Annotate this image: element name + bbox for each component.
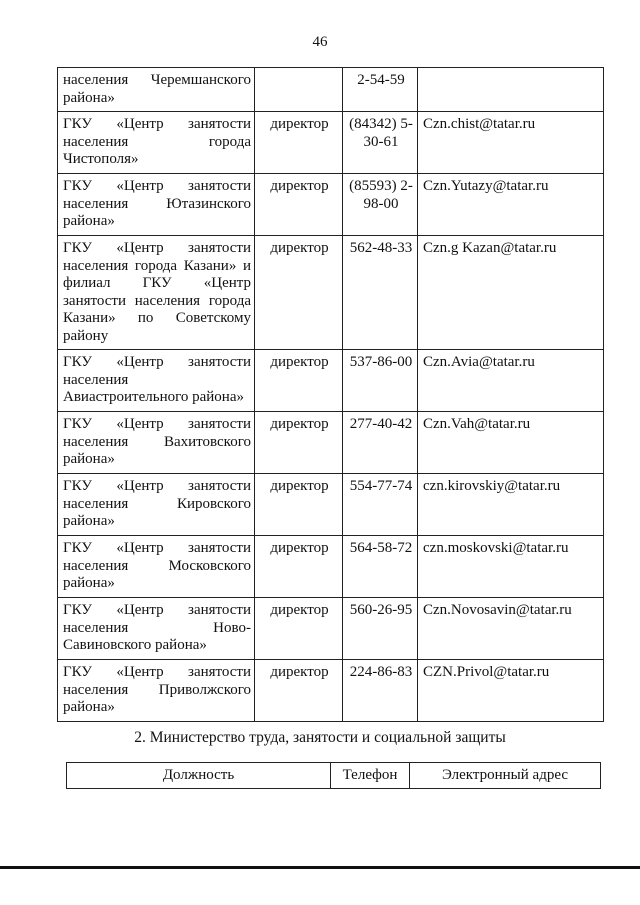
table-header-row — [67, 763, 601, 789]
phone-cell: 554-77-74 — [343, 474, 418, 536]
position-cell: директор — [255, 412, 343, 474]
email-cell: CZN.Privol@tatar.ru — [418, 660, 604, 722]
position-cell: директор — [255, 112, 343, 174]
email-cell: Czn.g Kazan@tatar.ru — [418, 236, 604, 350]
org-name-cell: ГКУ «Центр занятости населения Кировского района» — [58, 474, 255, 536]
email-cell — [418, 68, 604, 112]
org-name-cell: ГКУ «Центр занятости населения Вахитовского района» — [58, 412, 255, 474]
position-cell: директор — [255, 660, 343, 722]
org-name-cell: ГКУ «Центр занятости населения Ютазинского района» — [58, 174, 255, 236]
phone-cell: 560-26-95 — [343, 598, 418, 660]
phone-cell: (85593) 2-98-00 — [343, 174, 418, 236]
position-cell: директор — [255, 350, 343, 412]
scan-edge-line — [0, 866, 640, 869]
email-cell: Czn.Avia@tatar.ru — [418, 350, 604, 412]
table-row — [58, 474, 604, 536]
org-name-cell: ГКУ «Центр занятости населения города Казани» и филиал ГКУ «Центр занятости населения города Казани» по Советскому району — [58, 236, 255, 350]
table-row — [58, 236, 604, 350]
position-cell: директор — [255, 236, 343, 350]
email-cell: Czn.Vah@tatar.ru — [418, 412, 604, 474]
email-cell: Czn.Yutazy@tatar.ru — [418, 174, 604, 236]
table-row — [58, 536, 604, 598]
section-title: 2. Министерство труда, занятости и социальной защиты — [134, 729, 506, 746]
org-name-cell: ГКУ «Центр занятости населения Приволжского района» — [58, 660, 255, 722]
position-cell: директор — [255, 536, 343, 598]
position-cell — [255, 68, 343, 112]
org-name-cell: ГКУ «Центр занятости населения Авиастроительного района» — [58, 350, 255, 412]
position-cell: директор — [255, 174, 343, 236]
email-cell: Czn.chist@tatar.ru — [418, 112, 604, 174]
phone-cell: 537-86-00 — [343, 350, 418, 412]
ministry-table — [66, 762, 601, 789]
table-row — [58, 412, 604, 474]
table-row — [58, 174, 604, 236]
table-row — [58, 68, 604, 112]
phone-cell: 564-58-72 — [343, 536, 418, 598]
phone-cell: 562-48-33 — [343, 236, 418, 350]
phone-cell: (84342) 5-30-61 — [343, 112, 418, 174]
email-cell: czn.moskovski@tatar.ru — [418, 536, 604, 598]
header-position: Должность — [67, 763, 331, 789]
org-name-cell: ГКУ «Центр занятости населения города Чистополя» — [58, 112, 255, 174]
table-row — [58, 660, 604, 722]
phone-cell: 224-86-83 — [343, 660, 418, 722]
table-row — [58, 598, 604, 660]
employment-centers-table — [57, 67, 604, 722]
position-cell: директор — [255, 598, 343, 660]
org-name-cell: ГКУ «Центр занятости населения Ново-Савиновского района» — [58, 598, 255, 660]
org-name-cell: ГКУ «Центр занятости населения Московского района» — [58, 536, 255, 598]
org-name-cell: населения Черемшанского района» — [58, 68, 255, 112]
position-cell: директор — [255, 474, 343, 536]
email-cell: Czn.Novosavin@tatar.ru — [418, 598, 604, 660]
table-row — [58, 112, 604, 174]
table-row — [58, 350, 604, 412]
header-phone: Телефон — [331, 763, 410, 789]
page-number: 46 — [312, 34, 328, 50]
email-cell: czn.kirovskiy@tatar.ru — [418, 474, 604, 536]
phone-cell: 2-54-59 — [343, 68, 418, 112]
header-email: Электронный адрес — [410, 763, 601, 789]
phone-cell: 277-40-42 — [343, 412, 418, 474]
